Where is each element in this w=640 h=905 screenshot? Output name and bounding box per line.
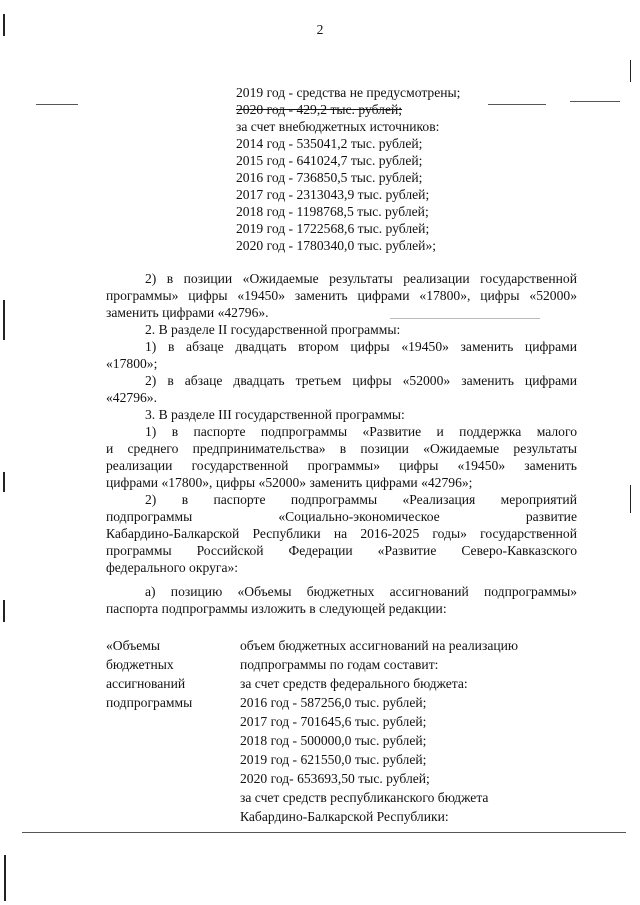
word: «Социально-экономическое <box>278 509 440 524</box>
word: 2) <box>145 492 157 507</box>
table-value: 2018 год - 500000,0 тыс. рублей; <box>240 733 427 748</box>
section-heading: 2. В разделе II государственной программы: <box>145 322 401 337</box>
word: подпрограммы <box>106 509 193 524</box>
table-value: 2020 год- 653693,50 тыс. рублей; <box>240 771 430 786</box>
paragraph-line: 2) в позиции «Ожидаемые результаты реализации государственной <box>145 271 577 286</box>
text-line: 2015 год - 641024,7 тыс. рублей; <box>236 153 423 168</box>
table-value: за счет средств республиканского бюджета <box>240 790 489 805</box>
paragraph-line: 1) в паспорте подпрограммы «Развитие и поддержка малого <box>145 424 577 439</box>
section-heading: 3. В разделе III государственной программы: <box>145 407 405 422</box>
paragraph-line: паспорта подпрограммы изложить в следующей редакции: <box>106 601 447 616</box>
page-number: 2 <box>316 22 324 37</box>
word: паспорте <box>213 492 266 507</box>
table-value: объем бюджетных ассигнований на реализацию <box>240 638 519 653</box>
table-label: бюджетных <box>106 657 174 672</box>
table-value: подпрограммы по годам составит: <box>240 657 439 672</box>
paragraph-line: а) позицию «Объемы бюджетных ассигнований подпрограммы» <box>145 584 577 599</box>
scan-edge-mark <box>3 472 5 492</box>
word: «Реализация <box>402 492 476 507</box>
text-line: за счет внебюджетных источников: <box>236 119 440 134</box>
scan-edge-mark <box>4 855 6 901</box>
word: мероприятий <box>500 492 577 507</box>
text-line: 2020 год - 1780340,0 тыс. рублей»; <box>236 238 437 253</box>
text-line: 2019 год - 1722568,6 тыс. рублей; <box>236 221 430 236</box>
text-line: 2014 год - 535041,2 тыс. рублей; <box>236 136 423 151</box>
paragraph-line: программы Российской Федерации «Развитие Северо-Кавказского <box>106 543 577 558</box>
word: подпрограммы <box>290 492 378 507</box>
scan-edge-mark <box>3 300 5 340</box>
table-value: 2019 год - 621550,0 тыс. рублей; <box>240 752 427 767</box>
table-label: ассигнований <box>106 676 186 691</box>
table-label: подпрограммы <box>106 695 193 710</box>
table-label: «Объемы <box>106 638 160 653</box>
scan-line <box>36 104 78 105</box>
text-line: 2019 год - средства не предусмотрены; <box>236 85 461 100</box>
table-value: за счет средств федерального бюджета: <box>240 676 468 691</box>
paragraph-line: «17800»; <box>106 356 158 371</box>
paragraph-line: программы» цифры «19450» заменить цифрами «17800», цифры «52000» <box>106 288 577 303</box>
paragraph-line: 2) в абзаце двадцать третьем цифры «52000» заменить цифрами <box>145 373 577 388</box>
paragraph-line <box>145 491 577 508</box>
scan-edge-mark <box>630 60 631 82</box>
paragraph-line: цифрами «17800», цифры «52000» заменить цифрами «42796»; <box>106 475 473 490</box>
text-line: 2016 год - 736850,5 тыс. рублей; <box>236 170 423 185</box>
scan-line <box>390 318 540 319</box>
scan-edge-mark <box>630 485 631 513</box>
scan-line <box>570 101 620 102</box>
word: развитие <box>525 509 577 524</box>
paragraph-line <box>106 508 577 525</box>
text-line: 2018 год - 1198768,5 тыс. рублей; <box>236 204 429 219</box>
scan-edge-mark <box>3 600 5 622</box>
text-line: 2017 год - 2313043,9 тыс. рублей; <box>236 187 430 202</box>
paragraph-line: 1) в абзаце двадцать втором цифры «19450» заменить цифрами <box>145 339 577 354</box>
table-value: 2016 год - 587256,0 тыс. рублей; <box>240 695 427 710</box>
paragraph-line: «42796». <box>106 390 157 405</box>
paragraph-line: заменить цифрами «42796». <box>106 305 269 320</box>
paragraph-line: реализации государственной программы» цифры «19450» заменить <box>106 458 577 473</box>
text-line: 2020 год - 429,2 тыс. рублей; <box>236 102 403 117</box>
scan-line <box>488 104 546 105</box>
table-value: Кабардино-Балкарской Республики: <box>240 809 449 824</box>
paragraph-line: Кабардино-Балкарской Республики на 2016-2025 годы» государственной <box>106 526 577 541</box>
scan-line <box>22 832 626 833</box>
paragraph-line: федерального округа»: <box>106 560 239 575</box>
paragraph-line: и среднего предпринимательства» в позиции «Ожидаемые результаты <box>106 441 577 456</box>
word: в <box>181 492 189 507</box>
table-value: 2017 год - 701645,6 тыс. рублей; <box>240 714 427 729</box>
